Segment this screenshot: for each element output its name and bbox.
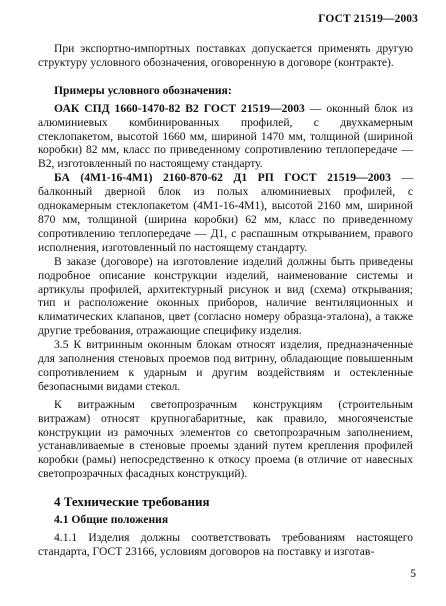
example-2-text: — балконный дверной блок из полых алюминиевых профилей, с однокамерным стеклопакетом (4М1-16-4М1), высотой 2160 мм, шириной 870 мм, толщиной (ширина коробки) 62 мм, класс по приведенному сопротивлению теплопередаче — Д1, с распашным открыванием, правого исполнения, изготовленный по настоящему стандарту. <box>38 171 413 254</box>
order-paragraph: В заказе (договоре) на изготовление изделий должны быть приведены подробное описание конструкции изделий, наименование системы и артикулы профилей, архитектурный рисунок и вид (схема) открывания; тип и расположение оконных приборов, наличие вентиляционных и климатических клапанов, цвет (согласно номеру образца-эталона), а также другие требования, отражающие специфику изделия. <box>38 254 413 338</box>
example-1-code: ОАК СПД 1660-1470-82 В2 ГОСТ 21519—2003 <box>54 101 305 115</box>
example-1 <box>38 102 413 172</box>
examples-heading: Примеры условного обозначения: <box>54 83 232 97</box>
subsection-4-1-title: 4.1 Общие положения <box>54 513 169 527</box>
clause-3-5: 3.5 К витринным оконным блокам относят изделия, предназначенные для заполнения стеновых проемов под витрину, обладающие повышенным сопротивлением к ударным и другим воздействиям и остекленные безопасными видами стекол. <box>38 338 413 393</box>
page-header-standard: ГОСТ 21519—2003 <box>318 13 418 25</box>
document-body <box>38 42 413 559</box>
section-4-title: 4 Технические требования <box>54 494 210 510</box>
stained-glass-paragraph: К витражным светопрозрачным конструкциям (строительным витражам) относят крупногабаритные, как правило, многоячеистые конструкции из рамочных элементов со светопрозрачным заполнением, устанавливаемые в стеновые проемы зданий путем крепления профилей коробки (рамы) непосредственно к откосу проема (в отличие от навесных светопрозрачных фасадных конструкций). <box>38 397 413 481</box>
example-2-code: БА (4М1-16-4М1) 2160-870-62 Д1 РП ГОСТ 21519—2003 <box>54 171 391 185</box>
example-2 <box>38 171 413 254</box>
page-number: 5 <box>410 568 416 580</box>
example-1-text: — оконный блок из алюминиевых комбинированных профилей, с двухкамерным стеклопакетом, высотой 1660 мм, шириной 1470 мм, толщиной (шириной коробки) 82 мм, класс по приведенному сопротивлению теплопередаче — В2, изготовленный по настоящему стандарту. <box>38 101 413 171</box>
clause-4-1-1: 4.1.1 Изделия должны соответствовать требованиям настоящего стандарта, ГОСТ 23166, условиям договоров на поставку и изготав- <box>38 531 413 558</box>
intro-paragraph: При экспортно-импортных поставках допускается применять другую структуру условного обозначения, оговоренную в договоре (контракте). <box>38 42 413 69</box>
